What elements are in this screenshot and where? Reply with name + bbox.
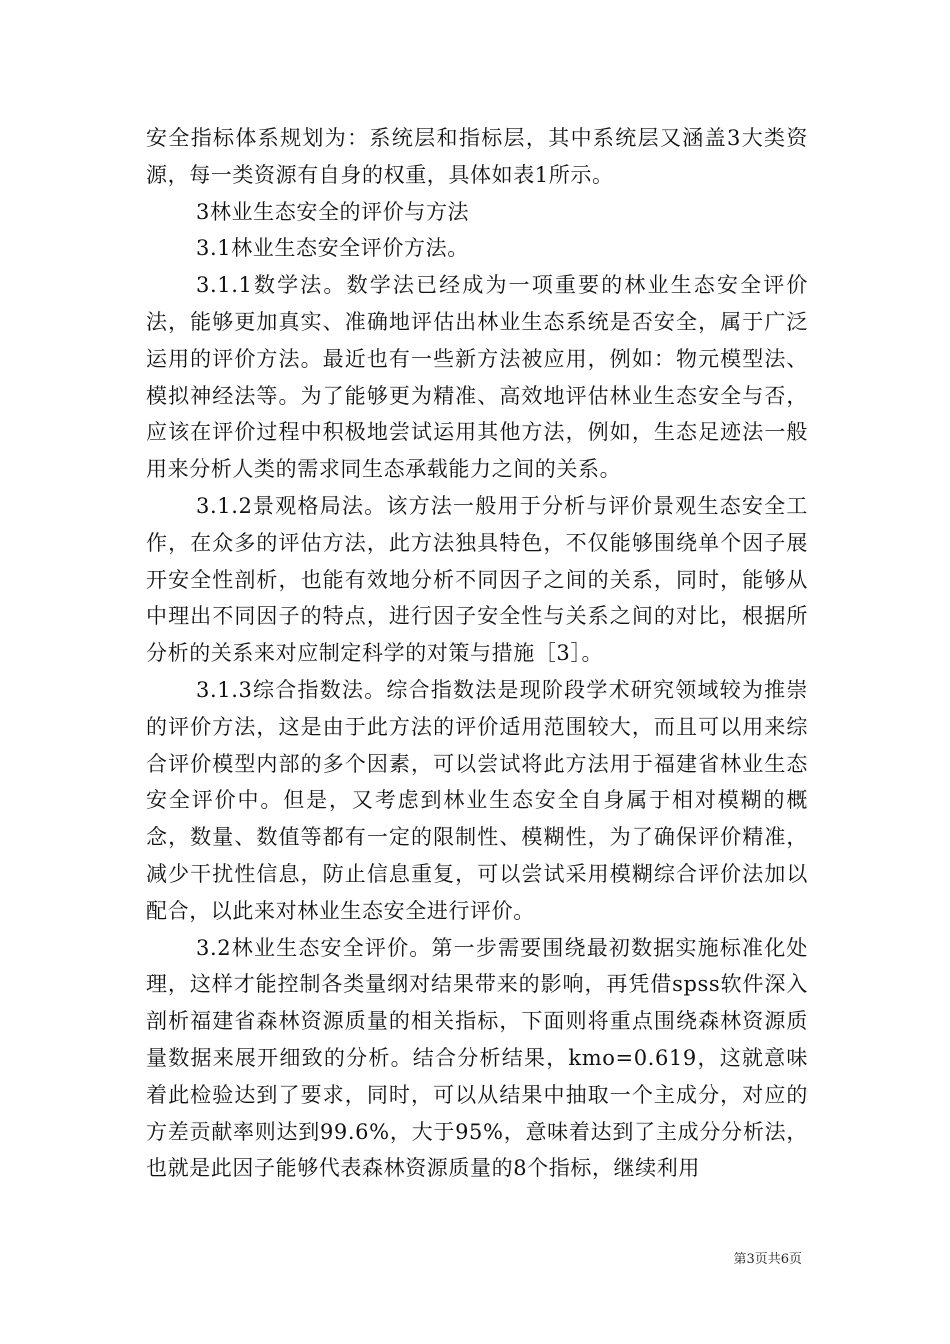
paragraph-landscape-method: 3.1.2景观格局法。该方法一般用于分析与评价景观生态安全工作，在众多的评估方法，此方法独具特色，不仅能够围绕单个因子展开安全性剖析，也能有效地分析不同因子之间的关系，同时，能够从中理出不同因子的特点，进行因子安全性与关系之间的对比，根据所分析的关系来对应制定科学的对策与措施［3］。 [146, 493, 808, 666]
subsection-heading-3-1: 3.1林业生态安全评价方法。 [196, 236, 469, 261]
page-number: 第3页共6页 [733, 1252, 802, 1267]
paragraph-ecological-evaluation: 3.2林业生态安全评价。第一步需要围绕最初数据实施标准化处理，这样才能控制各类量纲对结果带来的影响，再凭借spss软件深入剖析福建省森林资源质量的相关指标，下面则将重点围绕森林资源质量数据来展开细致的分析。结合分析结果，kmo=0.619，这就意味着此检验达到了要求，同时，可以从结果中抽取一个主成分，对应的方差贡献率则达到99.6%，大于95%，意味着达到了主成分分析法，也就是此因子能够代表森林资源质量的8个指标，继续利用 [146, 935, 808, 1181]
paragraph-math-method: 3.1.1数学法。数学法已经成为一项重要的林业生态安全评价法，能够更加真实、准确地评估出林业生态系统是否安全，属于广泛运用的评价方法。最近也有一些新方法被应用，例如：物元模型法、模拟神经法等。为了能够更为精准、高效地评估林业生态安全与否，应该在评价过程中积极地尝试运用其他方法，例如，生态足迹法一般用来分析人类的需求同生态承载能力之间的关系。 [146, 273, 808, 482]
paragraph-composite-index-method: 3.1.3综合指数法。综合指数法是现阶段学术研究领域较为推崇的评价方法，这是由于此方法的评价适用范围较大，而且可以用来综合评价模型内部的多个因素，可以尝试将此方法用于福建省林业生态安全评价中。但是，又考虑到林业生态安全自身属于相对模糊的概念，数量、数值等都有一定的限制性、模糊性，为了确保评价精准，减少干扰性信息，防止信息重复，可以尝试采用模糊综合评价法加以配合，以此来对林业生态安全进行评价。 [146, 677, 808, 923]
body-text [146, 120, 808, 1187]
section-heading-3: 3林业生态安全的评价与方法 [196, 199, 470, 224]
paragraph-continuation: 安全指标体系规划为：系统层和指标层，其中系统层又涵盖3大类资源，每一类资源有自身的权重，具体如表1所示。 [146, 126, 808, 187]
